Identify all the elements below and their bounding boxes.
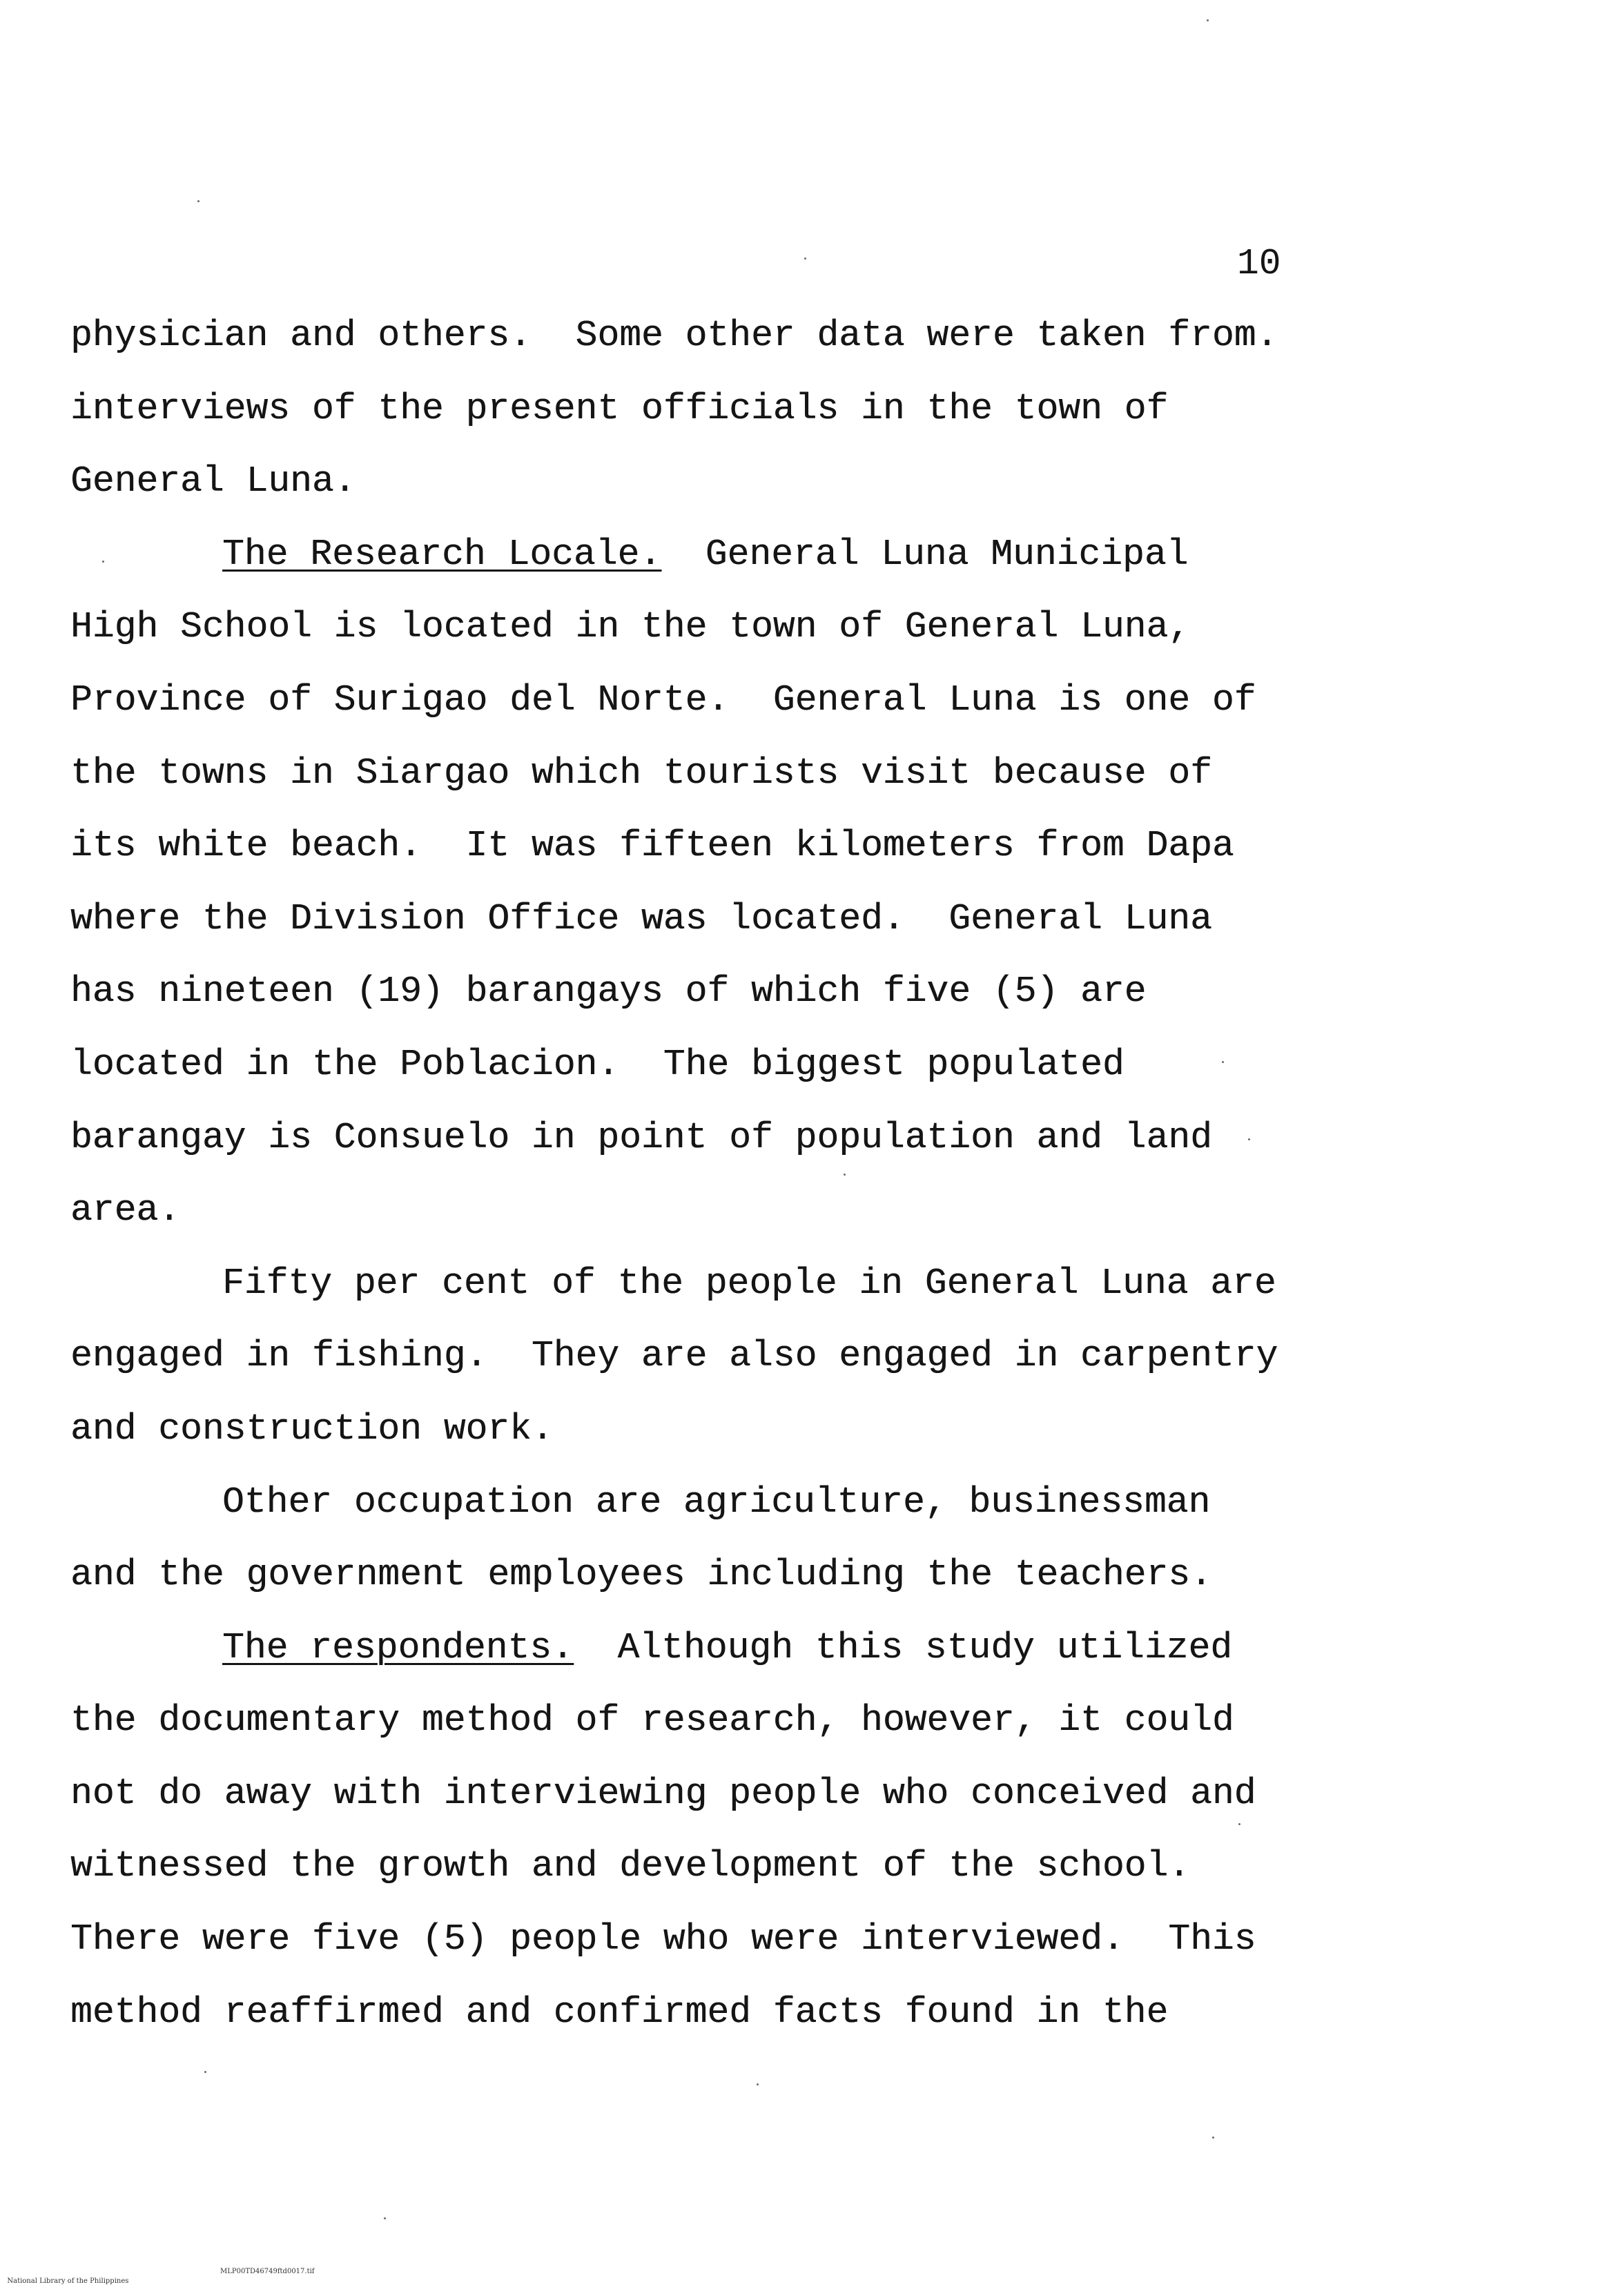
text-line: the towns in Siargao which tourists visit because of [70,752,1212,794]
section-heading-research-locale: The Research Locale. [222,533,662,575]
scan-speck [197,200,199,202]
text-line: There were five (5) people who were interviewed. This [70,1918,1256,1961]
text-line: Province of Surigao del Norte. General Luna is one of [70,679,1256,721]
footer-library: National Library of the Philippines [7,2277,129,2285]
scan-speck [384,2217,386,2219]
text-line: has nineteen (19) barangays of which five (5) are [70,971,1147,1013]
paragraph-first-line [70,1612,1520,1685]
text-line: area. [70,1189,181,1232]
text-line: Fifty per cent of the people in General Luna are [222,1262,1276,1304]
scan-speck [1238,1823,1240,1825]
text-line: High School is located in the town of General Luna, [70,606,1191,648]
scan-speck [757,2083,759,2085]
text-segment: Although this study utilized [573,1626,1233,1669]
scan-speck [102,561,104,563]
text-line: Other occupation are agriculture, businessman [222,1481,1211,1523]
page-number: 10 [1237,243,1281,284]
document-body [70,300,1520,2049]
text-line: where the Division Office was located. General Luna [70,897,1212,940]
section-heading-respondents: The respondents. [222,1626,574,1669]
text-line: the documentary method of research, however, it could [70,1700,1234,1742]
text-line: not do away with interviewing people who conceived and [70,1772,1256,1814]
scan-speck [204,2071,206,2073]
text-line: witnessed the growth and development of the school. [70,1845,1191,1887]
text-line: physician and others. Some other data were taken from. [70,315,1278,356]
text-line: method reaffirmed and confirmed facts found in the [70,1991,1169,2033]
scan-speck [844,1174,846,1176]
scan-speck [1212,2137,1214,2139]
text-line: and the government employees including the teachers. [70,1554,1212,1596]
footer-file-name: MLP00TD46749ftd0017.tif [220,2268,315,2275]
text-segment: General Luna Municipal [661,533,1189,575]
text-line: interviews of the present officials in the town of [70,387,1169,429]
scan-footer [3,2267,486,2285]
paragraph-first-line [70,518,1520,592]
text-line: its white beach. It was fifteen kilometers from Dapa [70,825,1234,867]
text-line: located in the Poblacion. The biggest populated [70,1043,1125,1085]
scan-speck [1248,1138,1250,1140]
scan-speck [804,257,806,260]
text-line: and construction work. [70,1408,554,1450]
text-line: engaged in fishing. They are also engaged in carpentry [70,1335,1278,1377]
text-line: General Luna. [70,460,356,503]
text-line: barangay is Consuelo in point of population and land [70,1116,1212,1158]
scan-speck [1222,1061,1224,1063]
scan-speck [1207,19,1209,21]
